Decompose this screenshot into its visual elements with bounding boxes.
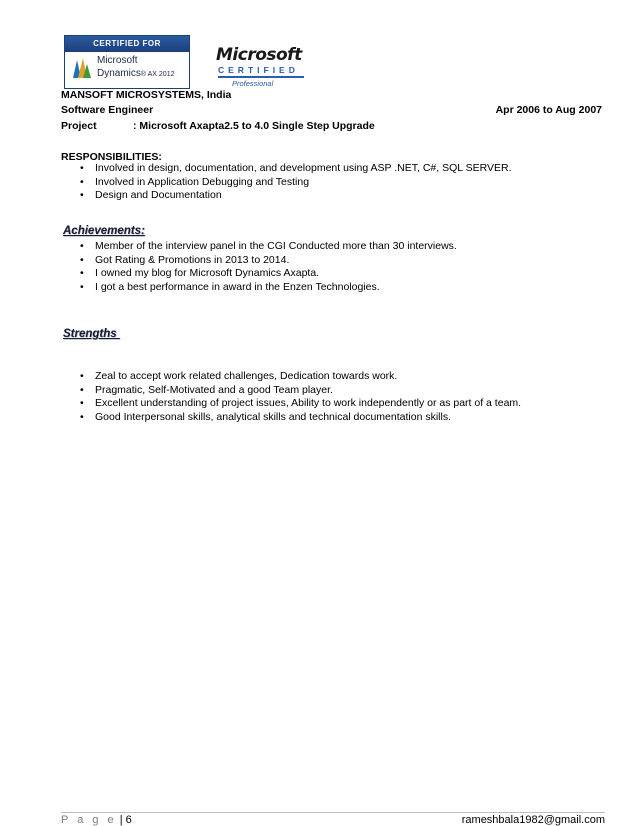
list-item: • Pragmatic, Self-Motivated and a good Team player. <box>79 384 521 398</box>
page-number: 6 <box>125 814 132 826</box>
list-item: • Involved in design, documentation, and development using ASP .NET, C#, SQL SERVER. <box>79 162 512 176</box>
list-item: • Zeal to accept work related challenges, Dedication towards work. <box>79 370 521 384</box>
achievements-heading: Achievements: <box>63 225 145 237</box>
microsoft-certified-professional-logo <box>216 47 312 91</box>
list-item: • Involved in Application Debugging and Testing <box>79 176 512 190</box>
dynamics-ax-certified-badge <box>64 35 190 89</box>
microsoft-wordmark: Microsoft <box>216 45 302 65</box>
strengths-heading: Strengths <box>63 328 120 340</box>
badge-microsoft-text: Microsoft <box>97 55 138 66</box>
strengths-list <box>79 370 521 425</box>
page-label: P a g e <box>61 814 117 826</box>
footer-divider <box>61 812 605 813</box>
footer-email: rameshbala1982@gmail.com <box>461 814 605 826</box>
list-item: • Got Rating & Promotions in 2013 to 2014. <box>79 254 457 268</box>
badge-dynamics-text: Dynamics <box>97 68 141 79</box>
badge-dynamics-line <box>97 68 174 79</box>
list-item: • Design and Documentation <box>79 189 512 203</box>
certification-logos <box>64 35 324 91</box>
job-title: Software Engineer <box>61 104 154 116</box>
badge-certified-for: CERTIFIED FOR <box>65 36 189 52</box>
job-dates: Apr 2006 to Aug 2007 <box>495 104 602 116</box>
company-name: MANSOFT MICROSYSTEMS, India <box>61 89 232 101</box>
achievements-list <box>79 240 457 295</box>
professional-text: Professional <box>232 79 274 88</box>
list-item: • Good Interpersonal skills, analytical skills and technical documentation skills. <box>79 411 521 425</box>
list-item: • Member of the interview panel in the CGI Conducted more than 30 interviews. <box>79 240 457 254</box>
project-label: Project <box>61 120 97 132</box>
badge-ax-text: ® AX 2012 <box>140 71 175 78</box>
page-indicator <box>61 814 132 826</box>
project-value: : Microsoft Axapta2.5 to 4.0 Single Step Upgrade <box>133 120 375 132</box>
dynamics-logo-icon <box>71 56 91 80</box>
responsibilities-list <box>79 162 512 203</box>
logo-rule <box>218 76 304 78</box>
page-separator: | <box>116 814 126 826</box>
list-item: • I owned my blog for Microsoft Dynamics Axapta. <box>79 267 457 281</box>
list-item: • I got a best performance in award in the Enzen Technologies. <box>79 281 457 295</box>
list-item: • Excellent understanding of project issues, Ability to work independently or as part of a team. <box>79 397 521 411</box>
certified-text: CERTIFIED <box>218 65 299 75</box>
responsibilities-heading: RESPONSIBILITIES: <box>61 151 162 163</box>
